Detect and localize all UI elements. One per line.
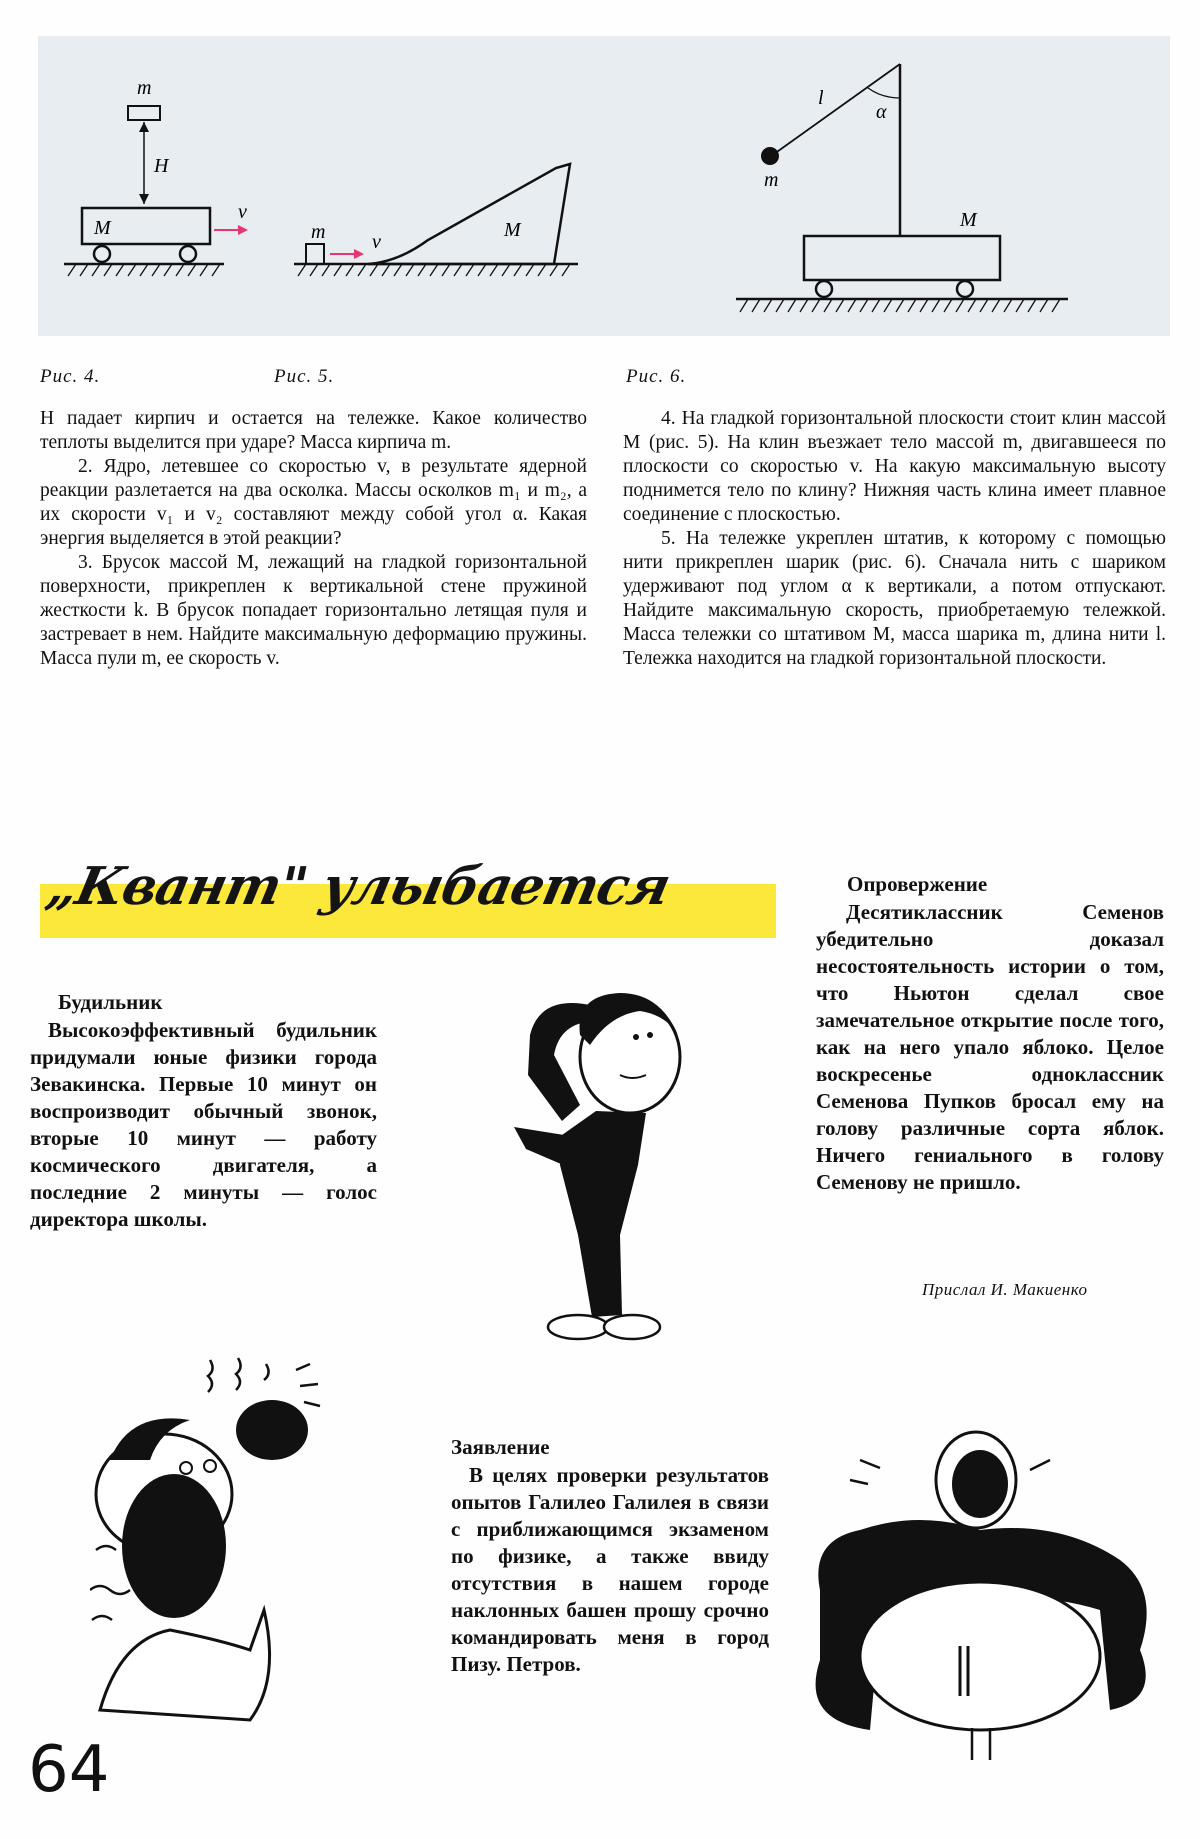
- oproverzhenie-text: Десятиклассник Семенов убедительно доказал несостоятельность истории о том, что Ньютон сделал свое замечательное открытие после того, как на него упало яблоко. Целое воскресенье одноклассник Семенова Пупков бросал ему на голову различные сорта яблок. Ничего гениального в голову Семенову не пришло.: [816, 900, 1164, 1194]
- zayavlenie-text: В целях проверки результатов опытов Галилео Галилея в связи с приближающимся экзаменом по физике, а также ввиду отсутствия в нашем городе наклонных башен прошу срочно командировать меня в город Пизу. Петров.: [451, 1463, 769, 1676]
- fig5-velocity-head: [354, 249, 364, 259]
- fig4-label-H: H: [154, 155, 169, 177]
- fig5-label-v: v: [372, 231, 381, 253]
- caption-fig5: Рис. 5.: [274, 366, 335, 387]
- boy-hand: [514, 1127, 568, 1167]
- fig6-ground-hatch: [740, 299, 1060, 312]
- alarm-mouth: [122, 1474, 226, 1618]
- fig6-label-m: m: [764, 169, 779, 191]
- figure-4-5-drawing: [38, 36, 623, 336]
- fig4-arrow-down: [139, 194, 149, 204]
- alarm-sound-lines: [208, 1358, 269, 1392]
- fig6-label-l: l: [818, 87, 824, 109]
- problem-5: 5. На тележке укреплен штатив, к которому с помощью нити прикреплен шарик (рис. 6). Сначала нить с шариком удерживают под углом α к вертикали, а потом отпускают. Найдите максимальную скорость, приобретаемую тележкой. Масса тележки со штативом M, масса шарика m, длина нити l. Тележка находится на гладкой горизонтальной плоскости.: [623, 528, 1166, 669]
- fig4-velocity-head: [238, 225, 248, 235]
- budilnik-title: Будильник: [58, 990, 163, 1014]
- fig4-brick: [128, 106, 160, 120]
- fig5-block: [306, 244, 324, 264]
- fig4-ground-hatch: [68, 264, 220, 276]
- fig4-arrow-up: [139, 122, 149, 132]
- fig6-wheel-right: [957, 281, 973, 297]
- figure-6-drawing: [620, 36, 1170, 336]
- fig6-ball: [761, 147, 779, 165]
- figure-4-5: [38, 36, 623, 336]
- boy-eye-left: [633, 1034, 639, 1040]
- falling-neck: [972, 1728, 990, 1760]
- problem-1-tail: H падает кирпич и остается на тележке. Какое количество теплоты выделится при ударе? Масса кирпича m.: [40, 408, 587, 453]
- boy-body: [560, 1111, 646, 1317]
- cartoon-alarm-face: [90, 1350, 390, 1730]
- fig4-label-m: m: [137, 77, 152, 99]
- problems-right-column: [623, 407, 1166, 671]
- alarm-shoulders: [100, 1610, 270, 1720]
- cartoon-thinking-boy: [470, 975, 730, 1355]
- cartoon-falling-object: [800, 1420, 1180, 1780]
- fig6-wheel-left: [816, 281, 832, 297]
- humor-banner-title: „Квант" улыбается: [41, 856, 676, 917]
- budilnik-text: Высокоэффективный будильник придумали юные физики города Зевакинска. Первые 10 минут он воспроизводит обычный звонок, вторые 10 минут — работу космического двигателя, а последние 2 минуты — голос директора школы.: [30, 1018, 377, 1231]
- caption-fig6: Рис. 6.: [626, 366, 687, 387]
- fig6-label-M: M: [960, 209, 977, 231]
- page-number: 64: [28, 1733, 110, 1807]
- falling-ball-core: [952, 1450, 1008, 1518]
- boy-eye-right: [647, 1032, 653, 1038]
- oproverzhenie-title: Опровержение: [847, 872, 988, 896]
- zayavlenie-title: Заявление: [451, 1435, 550, 1459]
- problem-4: 4. На гладкой горизонтальной плоскости стоит клин массой M (рис. 5). На клин въезжает тело массой m, двигавшееся по плоскости со скоростью v. На какую максимальную высоту поднимется тело по клину? Нижняя часть клина имеет плавное соединение с плоскостью.: [623, 408, 1166, 525]
- falling-face: [860, 1582, 1100, 1730]
- fig6-cart: [804, 236, 1000, 280]
- fig4-wheel-left: [94, 246, 110, 262]
- problem-3: 3. Брусок массой M, лежащий на гладкой горизонтальной поверхности, прикреплен к вертикальной стене пружиной жесткости k. В брусок попадает горизонтально летящая пуля и застревает в нем. Найдите максимальную деформацию пружины. Масса пули m, ее скорость v.: [40, 552, 587, 669]
- fig6-angle-arc: [868, 88, 900, 98]
- problems-left-column: [40, 407, 587, 671]
- fig5-ground-hatch: [298, 264, 570, 276]
- figure-6: [620, 36, 1170, 336]
- fig6-label-alpha: α: [876, 101, 887, 123]
- alarm-sound-rays: [296, 1364, 320, 1406]
- caption-fig4: Рис. 4.: [40, 366, 101, 387]
- fig4-label-M: M: [94, 217, 111, 239]
- boy-shoe-left: [548, 1315, 608, 1339]
- problem-2: 2. Ядро, летевшее со скоростью v, в результате ядерной реакции разлетается на два осколка. Массы осколков m₁ и m₂, а их скорости v₁ и v₂ составляют между собой угол α. Какая энергия выделяется в этой реакции?: [40, 456, 587, 549]
- fig5-wedge: [368, 164, 570, 264]
- fig4-label-v: v: [238, 201, 247, 223]
- alarm-bell: [236, 1400, 308, 1460]
- boy-shoe-right: [604, 1315, 660, 1339]
- fig4-wheel-right: [180, 246, 196, 262]
- fig5-label-M: M: [504, 219, 521, 241]
- fig5-label-m: m: [311, 221, 326, 243]
- oproverzhenie-author: Прислал И. Макиенко: [922, 1280, 1088, 1299]
